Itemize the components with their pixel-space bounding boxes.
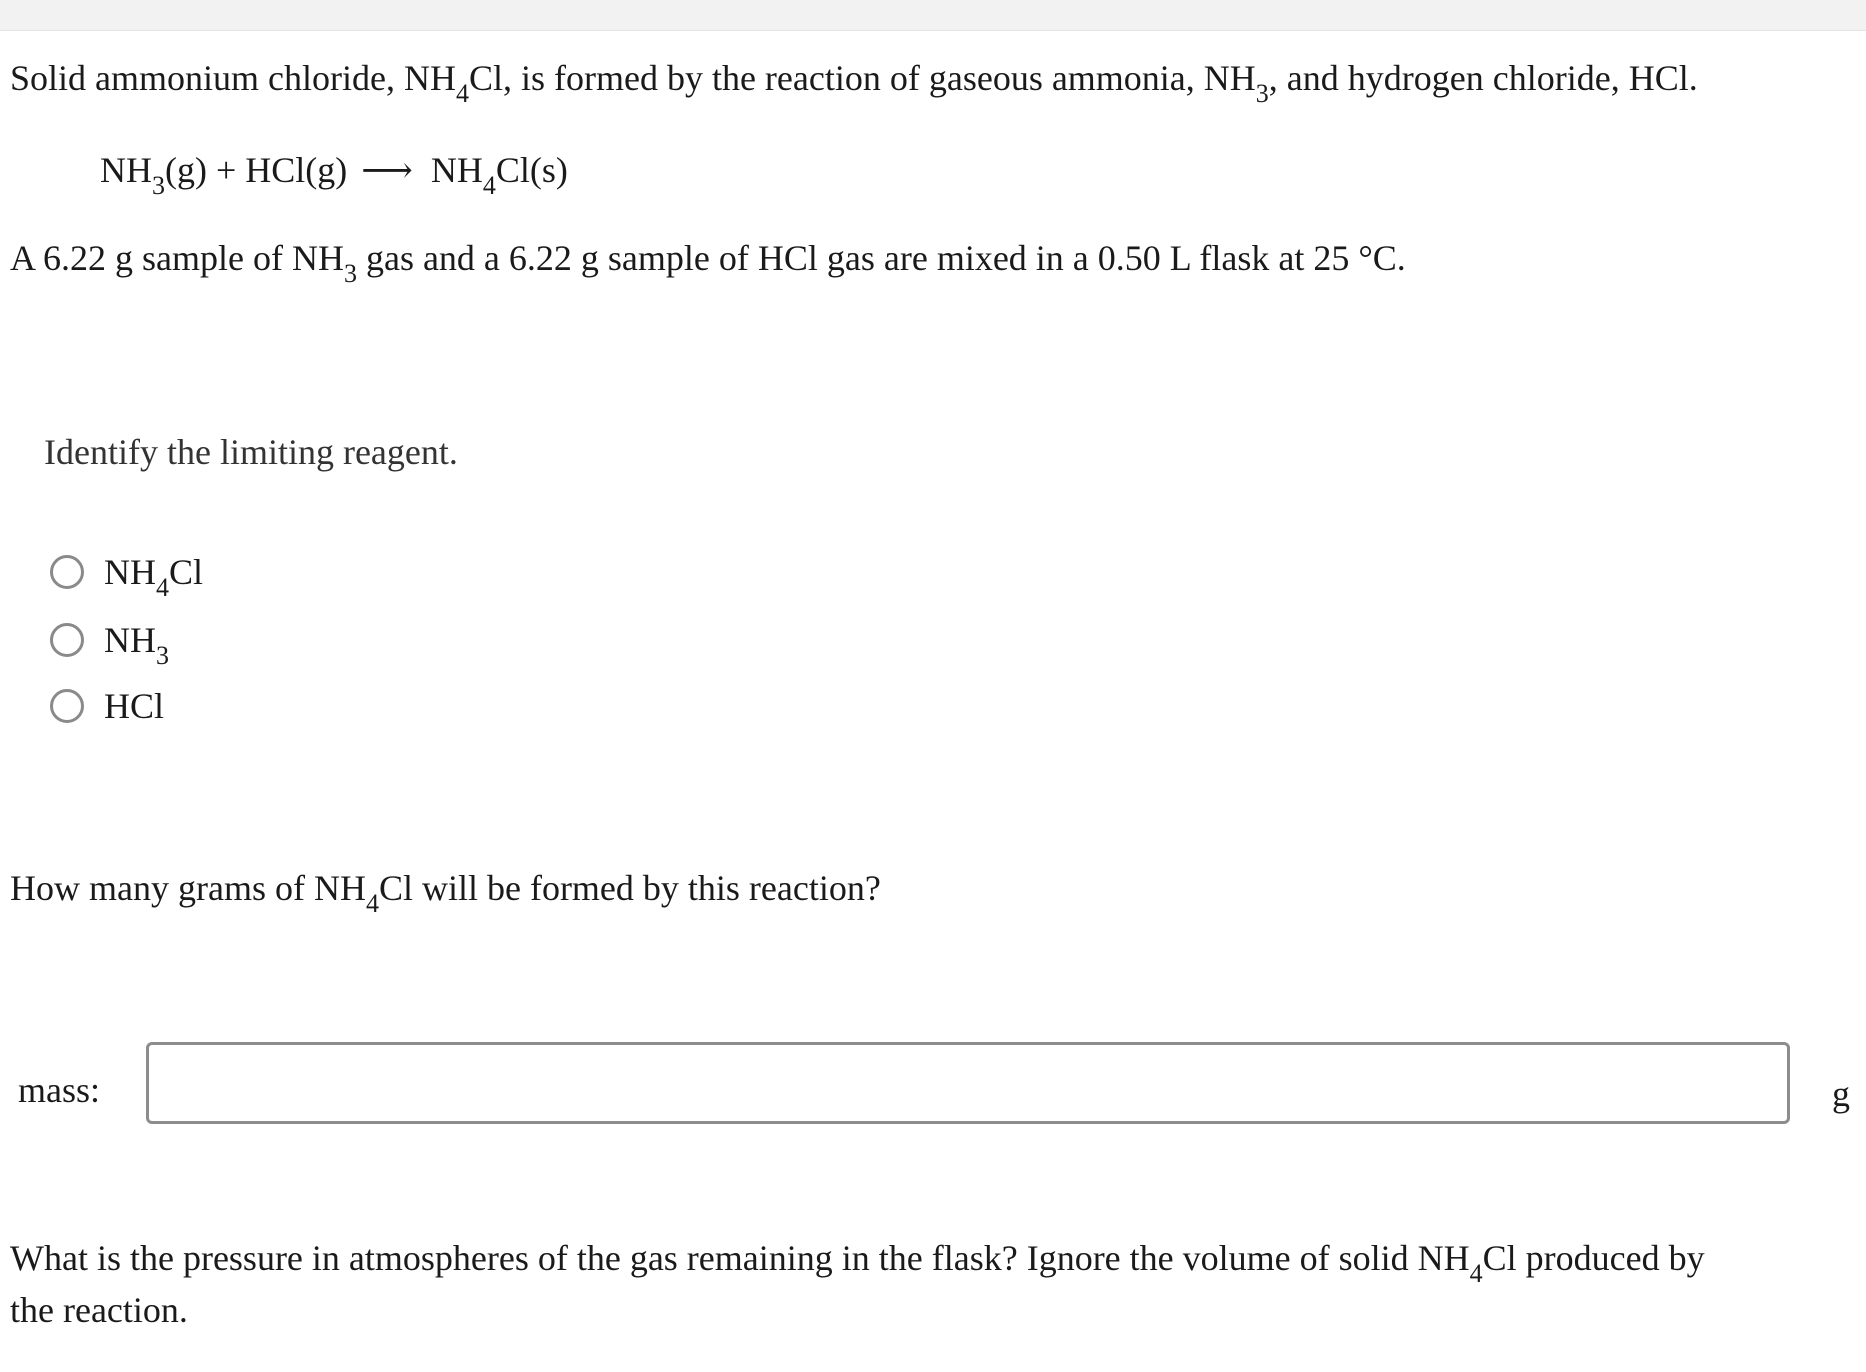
- mass-label: mass:: [18, 1070, 101, 1110]
- mass-input[interactable]: [146, 1042, 1790, 1124]
- option-hcl[interactable]: [50, 684, 164, 728]
- option-nh3[interactable]: [50, 618, 169, 670]
- reaction-equation: $NH_3(g) + HCl(g)$ ⟶ $NH_4Cl(s)$: [100, 150, 568, 200]
- radio-button[interactable]: [50, 623, 84, 657]
- radio-button[interactable]: [50, 555, 84, 589]
- limiting-reagent-prompt: Identify the limiting reagent.: [44, 432, 458, 472]
- option-label[interactable]: HCl: [104, 686, 165, 726]
- radio-button[interactable]: [50, 689, 84, 723]
- intro-text: Solid ammonium chloride, $NH_4Cl$, is formed by the reaction of gaseous ammonia, $NH_3$, and hydrogen chloride, HCl.: [10, 58, 1698, 108]
- option-nh4cl[interactable]: [50, 550, 204, 602]
- option-label[interactable]: $NH_4Cl$: [104, 552, 204, 602]
- mass-unit: g: [1832, 1074, 1850, 1114]
- pressure-question-line2: the reaction.: [10, 1290, 188, 1330]
- reaction-arrow-icon: ⟶: [361, 150, 413, 190]
- mass-question-text: How many grams of $NH_4Cl$ will be formed by this reaction?: [10, 868, 881, 918]
- sample-text: A 6.22 g sample of $NH_3$ gas and a 6.22 g sample of HCl gas are mixed in a 0.50 L flask at 25 °C.: [10, 238, 1406, 288]
- pressure-question-line1: What is the pressure in atmospheres of the gas remaining in the flask? Ignore the volume of solid $NH_4Cl$ produced by: [10, 1238, 1705, 1288]
- top-bar: [0, 0, 1866, 31]
- option-label[interactable]: $NH_3$: [104, 620, 169, 670]
